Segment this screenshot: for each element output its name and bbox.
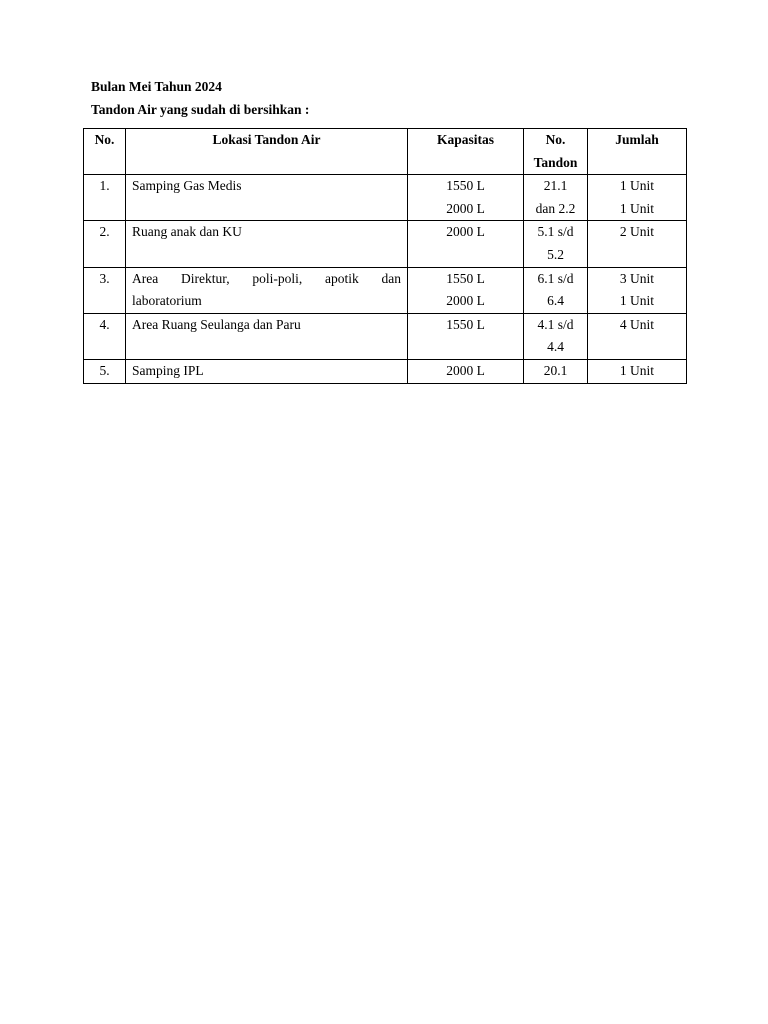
cell-kapasitas-line: 2000 L bbox=[446, 224, 485, 240]
tandon-table bbox=[83, 128, 687, 384]
table-row bbox=[84, 267, 687, 313]
cell-kapasitas bbox=[408, 221, 524, 267]
header-no-tandon-line2: Tandon bbox=[533, 154, 578, 170]
cell-lokasi-line: Samping Gas Medis bbox=[132, 178, 242, 194]
cell-kapasitas-line: 1550 L bbox=[446, 316, 485, 332]
cell-no: 3. bbox=[84, 267, 126, 313]
cell-jumlah bbox=[588, 267, 687, 313]
cell-no-tandon bbox=[524, 221, 588, 267]
header-no-tandon-line1: No. bbox=[545, 132, 566, 147]
cell-no-tandon bbox=[524, 175, 588, 221]
cell-lokasi-line: Ruang anak dan KU bbox=[132, 224, 242, 240]
cell-no-tandon-line: dan 2.2 bbox=[535, 200, 576, 216]
cell-no-tandon bbox=[524, 359, 588, 383]
document-subtitle: Tandon Air yang sudah di bersihkan : bbox=[91, 102, 310, 117]
cell-lokasi-line: Samping IPL bbox=[132, 362, 204, 378]
table-header-row bbox=[84, 129, 687, 175]
cell-jumlah-line: 4 Unit bbox=[619, 316, 655, 332]
header-jumlah: Jumlah bbox=[588, 129, 687, 175]
table-row bbox=[84, 359, 687, 383]
cell-no: 5. bbox=[84, 359, 126, 383]
header-lokasi: Lokasi Tandon Air bbox=[126, 129, 408, 175]
document-title: Bulan Mei Tahun 2024 bbox=[91, 79, 222, 94]
cell-kapasitas-line: 2000 L bbox=[446, 293, 485, 309]
cell-no-tandon bbox=[524, 267, 588, 313]
cell-lokasi bbox=[126, 313, 408, 359]
cell-lokasi bbox=[126, 175, 408, 221]
cell-no-tandon-line: 21.1 bbox=[543, 178, 568, 194]
cell-no-tandon-line: 6.4 bbox=[547, 293, 564, 309]
cell-no-tandon-line: 4.1 s/d bbox=[537, 316, 574, 332]
cell-jumlah bbox=[588, 359, 687, 383]
cell-no-tandon-line: 6.1 s/d bbox=[537, 270, 574, 286]
cell-lokasi-line: Area Ruang Seulanga dan Paru bbox=[132, 316, 301, 332]
cell-no: 2. bbox=[84, 221, 126, 267]
cell-kapasitas-line: 2000 L bbox=[446, 200, 485, 216]
header-kapasitas: Kapasitas bbox=[408, 129, 524, 175]
cell-jumlah-line: 1 Unit bbox=[619, 200, 655, 216]
cell-kapasitas-line: 1550 L bbox=[446, 270, 485, 286]
cell-jumlah-line: 1 Unit bbox=[619, 178, 655, 194]
table-row bbox=[84, 313, 687, 359]
cell-jumlah-line: 1 Unit bbox=[619, 362, 655, 378]
cell-no-tandon-line: 4.4 bbox=[547, 339, 564, 355]
header-no-tandon bbox=[524, 129, 588, 175]
cell-lokasi-line: laboratorium bbox=[132, 293, 202, 309]
cell-jumlah-line: 1 Unit bbox=[619, 293, 655, 309]
cell-no: 4. bbox=[84, 313, 126, 359]
cell-kapasitas bbox=[408, 267, 524, 313]
cell-jumlah bbox=[588, 221, 687, 267]
cell-lokasi bbox=[126, 267, 408, 313]
cell-jumlah bbox=[588, 313, 687, 359]
cell-kapasitas bbox=[408, 175, 524, 221]
cell-jumlah bbox=[588, 175, 687, 221]
cell-kapasitas bbox=[408, 313, 524, 359]
cell-no-tandon bbox=[524, 313, 588, 359]
cell-kapasitas-line: 1550 L bbox=[446, 178, 485, 194]
table-row bbox=[84, 221, 687, 267]
cell-jumlah-line: 3 Unit bbox=[619, 270, 655, 286]
cell-no-tandon-line: 20.1 bbox=[543, 362, 568, 378]
cell-jumlah-line: 2 Unit bbox=[619, 224, 655, 240]
cell-lokasi bbox=[126, 359, 408, 383]
cell-no-tandon-line: 5.2 bbox=[547, 246, 564, 262]
header-no: No. bbox=[84, 129, 126, 175]
table-row bbox=[84, 175, 687, 221]
cell-no: 1. bbox=[84, 175, 126, 221]
cell-kapasitas bbox=[408, 359, 524, 383]
cell-lokasi-line: Area Direktur, poli-poli, apotik dan bbox=[132, 270, 401, 286]
cell-no-tandon-line: 5.1 s/d bbox=[537, 224, 574, 240]
cell-lokasi bbox=[126, 221, 408, 267]
cell-kapasitas-line: 2000 L bbox=[446, 362, 485, 378]
